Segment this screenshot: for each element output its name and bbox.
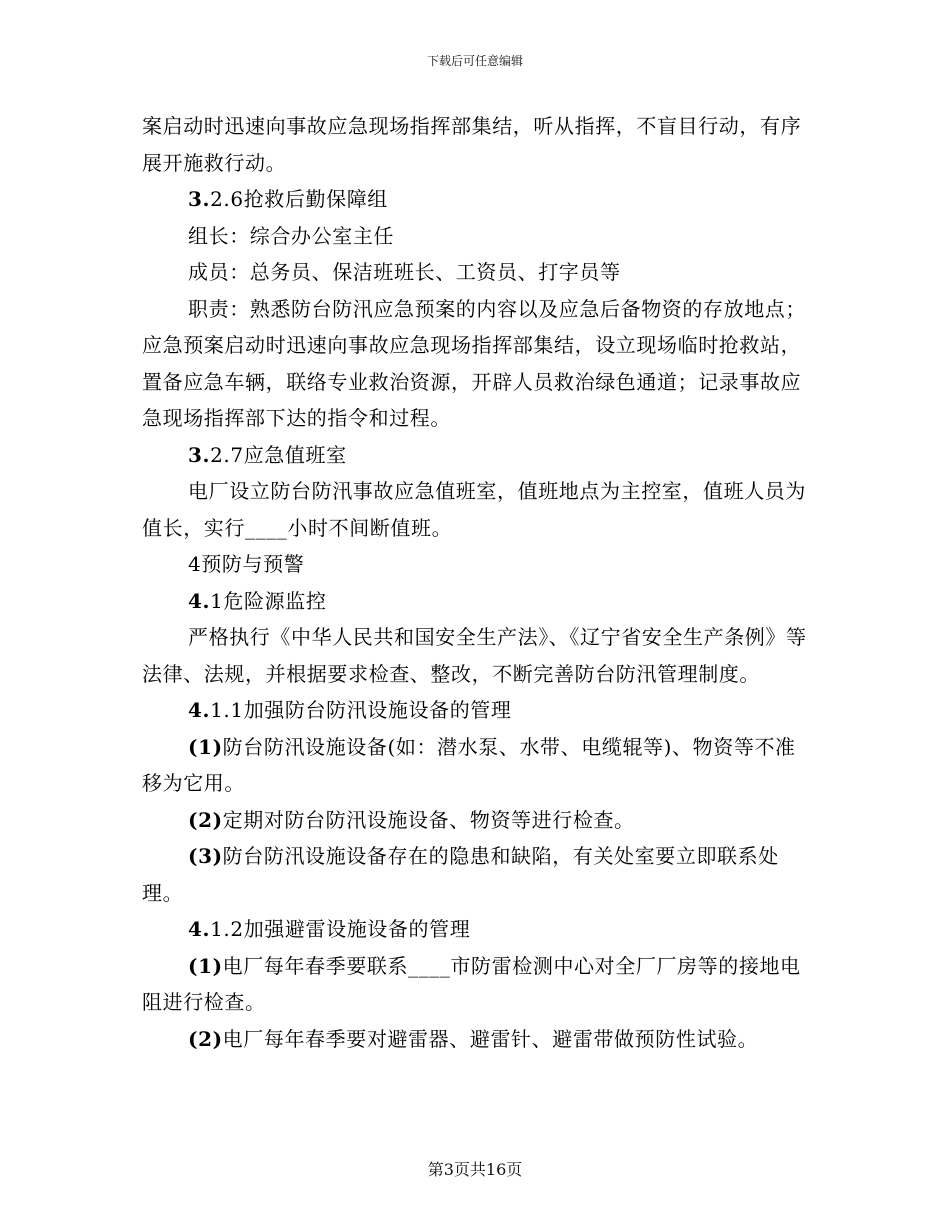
- list-text: 定期对防台防汛设施设备、物资等进行检查。: [222, 807, 635, 832]
- section-number: 4.: [188, 698, 211, 722]
- list-number: (2): [188, 807, 223, 832]
- paragraph: [142, 291, 810, 437]
- list-number: (1): [188, 953, 223, 978]
- paragraph: [142, 254, 810, 291]
- list-item: [142, 948, 810, 1021]
- list-number: (1): [188, 734, 223, 759]
- document-body: [142, 108, 810, 1057]
- section-heading: [142, 546, 810, 583]
- section-number: 3.: [188, 442, 211, 467]
- section-title: 1危险源监控: [210, 588, 327, 613]
- list-text: 防台防汛设施设备(如：潜水泵、水带、电缆辊等)、物资等不准移为它用。: [142, 734, 796, 795]
- section-heading: [142, 437, 810, 474]
- paragraph-text: 组长：综合办公室主任: [188, 223, 394, 248]
- section-number: 3.: [188, 187, 211, 211]
- list-number: (3): [188, 844, 223, 868]
- list-number: (2): [188, 1026, 223, 1051]
- section-title: 1.1加强防台防汛设施设备的管理: [210, 698, 512, 722]
- page-footer: 第3页共16页: [427, 1160, 523, 1179]
- paragraph: [142, 473, 810, 546]
- paragraph-text: 电厂设立防台防汛事故应急值班室，值班地点为主控室，值班人员为值长，实行____小时不间断值班。: [142, 479, 806, 540]
- section-title: 1.2加强避雷设施设备的管理: [210, 917, 471, 941]
- page-header: 下载后可任意编辑: [426, 54, 523, 68]
- section-title: 4预防与预警: [188, 552, 305, 576]
- paragraph-text: 职责：熟悉防台防汛应急预案的内容以及应急后备物资的存放地点；应急预案启动时迅速向事故应急现场指挥部集结，设立现场临时抢救站，置备应急车辆，联络专业救治资源，开辟人员救治绿色通道；记录事故应急现场指挥部下达的指令和过程。: [142, 296, 806, 430]
- section-heading: [142, 181, 810, 218]
- section-title: 2.7应急值班室: [210, 442, 347, 467]
- paragraph: [142, 108, 810, 181]
- paragraph: [142, 218, 810, 255]
- section-heading: [142, 692, 810, 729]
- list-item: [142, 838, 810, 911]
- paragraph-text: 严格执行《中华人民共和国安全生产法》、《辽宁省安全生产条例》等法律、法规，并根据要求检查、整改，不断完善防台防汛管理制度。: [142, 625, 807, 686]
- section-number: 4.: [188, 917, 211, 941]
- section-number: 4.: [188, 588, 211, 613]
- list-item: [142, 729, 810, 802]
- paragraph-text: 成员：总务员、保洁班班长、工资员、打字员等: [188, 260, 621, 284]
- paragraph: [142, 619, 810, 692]
- list-item: [142, 802, 810, 839]
- list-text: 电厂每年春季要对避雷器、避雷针、避雷带做预防性试验。: [222, 1026, 759, 1051]
- section-heading: [142, 911, 810, 948]
- paragraph-text: 案启动时迅速向事故应急现场指挥部集结，听从指挥，不盲目行动，有序展开施救行动。: [142, 114, 802, 175]
- list-text: 电厂每年春季要联系____市防雷检测中心对全厂厂房等的接地电阻进行检查。: [142, 953, 801, 1014]
- section-title: 2.6抢救后勤保障组: [210, 187, 388, 211]
- section-heading: [142, 583, 810, 620]
- list-text: 防台防汛设施设备存在的隐患和缺陷，有关处室要立即联系处理。: [142, 844, 779, 905]
- list-item: [142, 1021, 810, 1058]
